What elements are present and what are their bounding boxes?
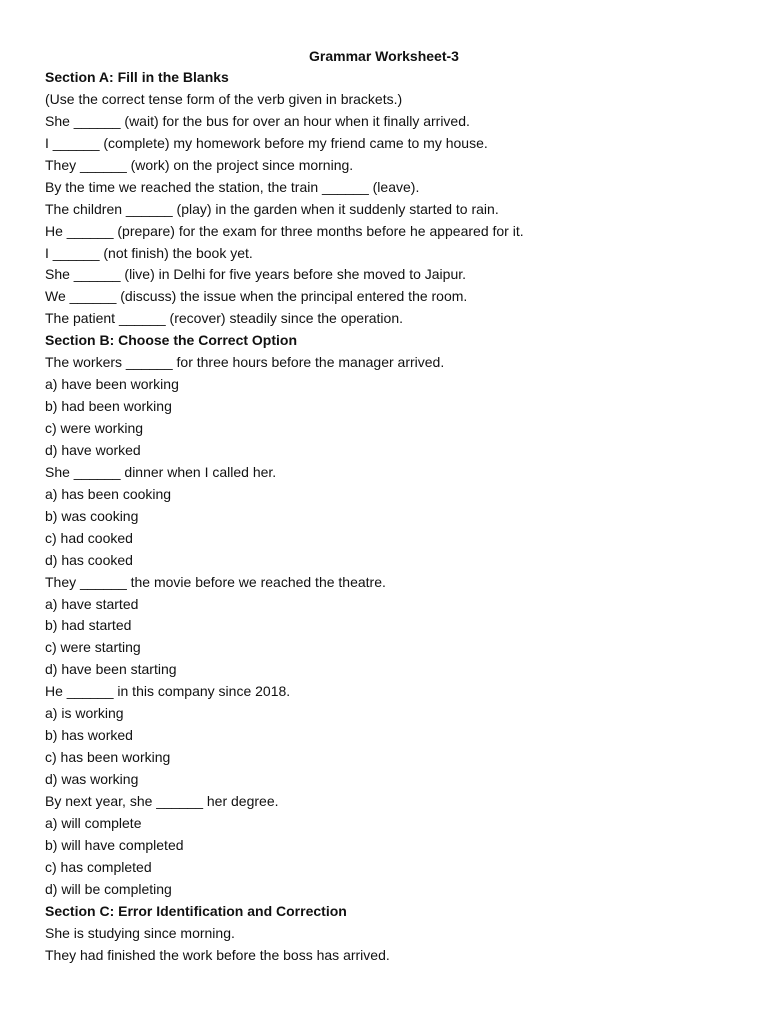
section-b-option: d) will be completing [45, 880, 172, 897]
section-b-option: d) was working [45, 771, 139, 787]
section-c-item: They had finished the work before the boss has arrived. [45, 946, 390, 963]
section-a-item: I ______ (not finish) the book yet. [45, 244, 253, 261]
section-b-question: They ______ the movie before we reached the theatre. [45, 573, 386, 590]
section-b-question: She ______ dinner when I called her. [45, 463, 277, 480]
section-b-option: d) have been starting [45, 661, 177, 678]
section-a-item: He ______ (prepare) for the exam for three months before he appeared for it. [45, 222, 524, 239]
section-b-option: d) has cooked [45, 551, 133, 568]
section-b-option: c) were working [45, 420, 144, 436]
section-b-question: The workers ______ for three hours before the manager arrived. [45, 354, 445, 371]
section-b-option: b) will have completed [45, 836, 184, 853]
section-b-option: d) have worked [45, 441, 141, 458]
section-b-option: c) has been working [45, 749, 171, 766]
section-a-item: By the time we reached the station, the train ______ (leave). [45, 178, 420, 195]
section-a-item: I ______ (complete) my homework before my friend came to my house. [45, 134, 488, 151]
section-a-item: They ______ (work) on the project since morning. [45, 156, 354, 173]
section-b-option: a) have started [45, 595, 139, 612]
section-b-option: a) will complete [45, 814, 142, 831]
worksheet-title-text: Grammar Worksheet-3 [309, 48, 459, 64]
section-a-item: The patient ______ (recover) steadily since the operation. [45, 310, 403, 327]
section-b-option: a) have been working [45, 376, 179, 393]
section-a-item: She ______ (live) in Delhi for five years before she moved to Jaipur. [45, 266, 467, 283]
section-a-item: She ______ (wait) for the bus for over an hour when it finally arrived. [45, 112, 470, 129]
section-a-instruction: (Use the correct tense form of the verb given in brackets.) [45, 90, 403, 107]
section-b-option: b) was cooking [45, 507, 139, 524]
worksheet-title [0, 46, 768, 66]
section-a-item: The children ______ (play) in the garden when it suddenly started to rain. [45, 200, 499, 217]
worksheet-content [45, 67, 745, 966]
section-b-option: c) had cooked [45, 529, 133, 546]
section-b-question: He ______ in this company since 2018. [45, 683, 291, 700]
section-b-option: b) had started [45, 617, 132, 634]
section-b-heading: Section B: Choose the Correct Option [45, 332, 298, 349]
section-a-heading: Section A: Fill in the Blanks [45, 69, 229, 85]
section-b-option: b) had been working [45, 398, 172, 415]
section-c-item: She is studying since morning. [45, 924, 235, 941]
section-b-option: a) has been cooking [45, 485, 172, 502]
section-a-item: We ______ (discuss) the issue when the principal entered the room. [45, 288, 468, 305]
section-b-option: b) has worked [45, 727, 133, 744]
section-b-option: c) were starting [45, 639, 141, 656]
section-b-question: By next year, she ______ her degree. [45, 792, 279, 809]
section-b-option: c) has completed [45, 858, 152, 875]
section-c-heading: Section C: Error Identification and Correction [45, 902, 347, 919]
section-b-option: a) is working [45, 705, 124, 722]
